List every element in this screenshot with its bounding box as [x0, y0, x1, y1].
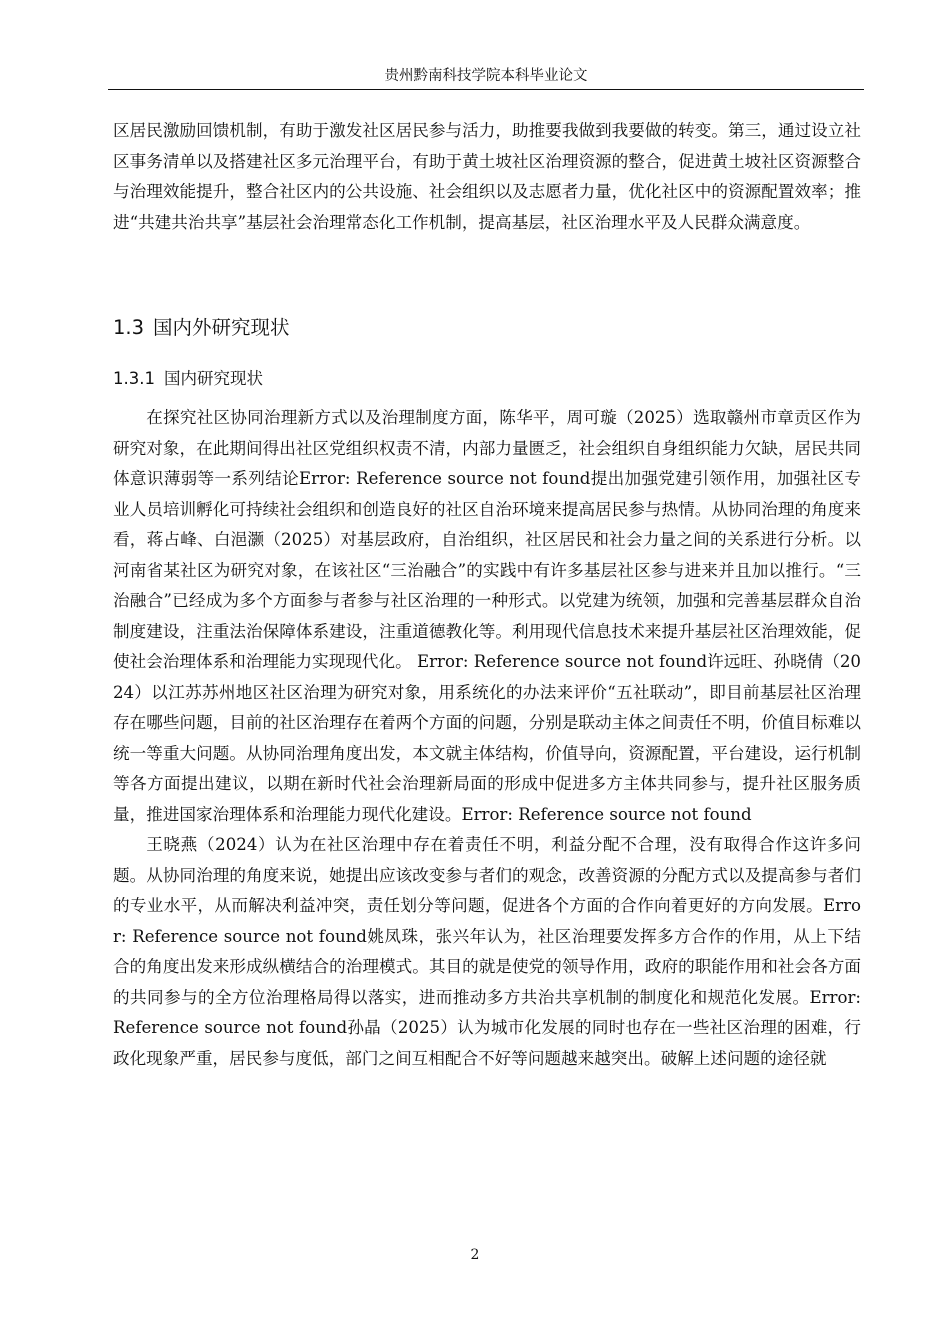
header-divider: [108, 89, 864, 90]
intro-paragraph-block: [113, 116, 861, 238]
section-heading: [113, 313, 290, 343]
paragraph: 区居民激励回馈机制，有助于激发社区居民参与活力，助推要我做到我要做的转变。第三，通过设立社区事务清单以及搭建社区多元治理平台，有助于黄土坡社区治理资源的整合，促进黄土坡社区资源整合与治理效能提升，整合社区内的公共设施、社会组织以及志愿者力量，优化社区中的资源配置效率；推进“共建共治共享”基层社会治理常态化工作机制，提高基层，社区治理水平及人民群众满意度。: [113, 121, 861, 232]
subsection-heading: [113, 365, 263, 393]
paragraph: 在探究社区协同治理新方式以及治理制度方面，陈华平，周可璇（2025）选取赣州市章贡区作为研究对象，在此期间得出社区党组织权责不清，内部力量匮乏，社会组织自身组织能力欠缺，居民共同体意识薄弱等一系列结论Error: Reference source not found提出加强党建引领作用，加强社区专业人员培训孵化可持续社会组织和创造良好的社区自治环境来提高居民参与热情。从协同治理的角度来看，蒋占峰、白浥灏（2025）对基层政府，自治组织，社区居民和社会力量之间的关系进行分析。以河南省某社区为研究对象，在该社区“三治融合”的实践中有许多基层社区参与进来并且加以推行。“三治融合”已经成为多个方面参与者参与社区治理的一种形式。以党建为统领，加强和完善基层群众自治制度建设，注重法治保障体系建设，注重道德教化等。利用现代信息技术来提升基层社区治理效能，促使社会治理体系和治理能力实现现代化。 Error: Reference source not found许远旺、孙晓倩（2024）以江苏苏州地区社区治理为研究对象，用系统化的办法来评价“五社联动”，即目前基层社区治理存在哪些问题，目前的社区治理存在着两个方面的问题，分别是联动主体之间责任不明，价值目标难以统一等重大问题。从协同治理角度出发，本文就主体结构，价值导向，资源配置，平台建设，运行机制等各方面提出建议，以期在新时代社会治理新局面的形成中促进多方主体共同参与，提升社区服务质量，推进国家治理体系和治理能力现代化建设。Error: Reference source not found: [113, 408, 861, 824]
paragraph: 王晓燕（2024）认为在社区治理中存在着责任不明，利益分配不合理，没有取得合作这许多问题。从协同治理的角度来说，她提出应该改变参与者们的观念，改善资源的分配方式以及提高参与者们的专业水平，从而解决利益冲突，责任划分等问题，促进各个方面的合作向着更好的方向发展。Error: Reference source not found姚凤珠，张兴年认为，社区治理要发挥多方合作的作用，从上下结合的角度出发来形成纵横结合的治理模式。其目的就是使党的领导作用，政府的职能作用和社会各方面的共同参与的全方位治理格局得以落实，进而推动多方共治共享机制的制度化和规范化发展。Error: Reference source not found孙晶（2025）认为城市化发展的同时也存在一些社区治理的困难，行政化现象严重，居民参与度低，部门之间互相配合不好等问题越来越突出。破解上述问题的途径就: [113, 835, 861, 1068]
section-title: 国内外研究现状: [153, 316, 290, 339]
page-number: 2: [470, 1247, 480, 1263]
section-number: 1.3: [113, 316, 145, 339]
body-paragraphs: [113, 403, 861, 1074]
subsection-title: 国内研究现状: [163, 369, 263, 388]
subsection-number: 1.3.1: [113, 369, 155, 388]
page-header: 贵州黔南科技学院本科毕业论文: [384, 68, 588, 84]
